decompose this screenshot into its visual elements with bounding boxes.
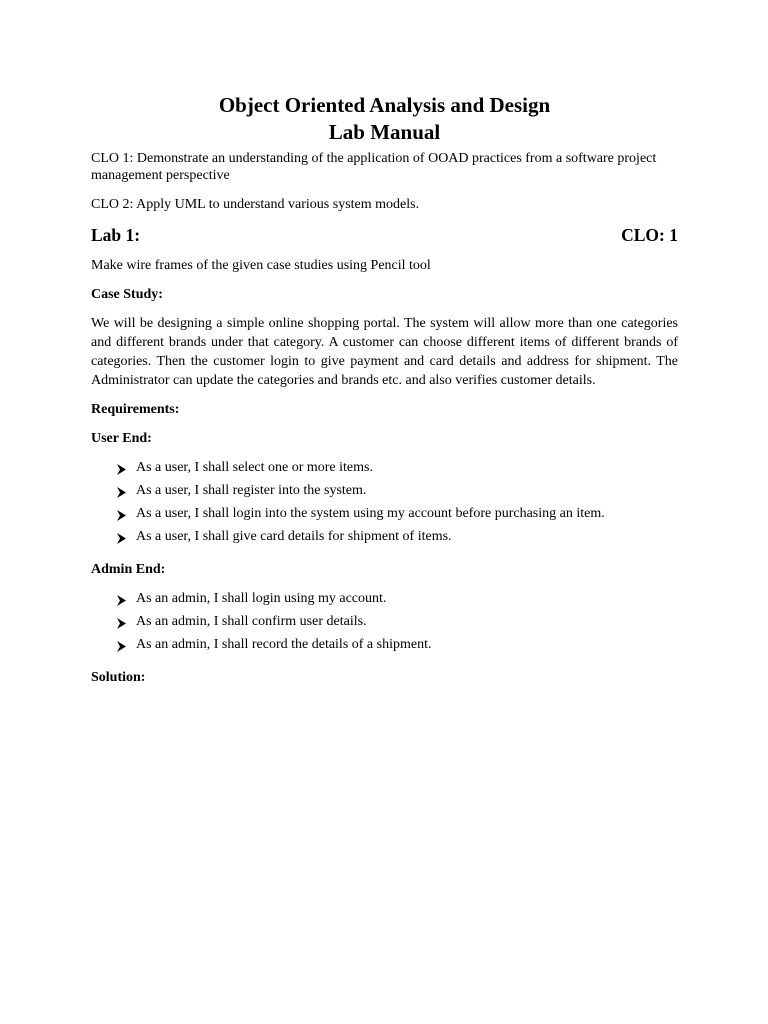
arrow-bullet-icon [116,458,136,481]
clo-label: CLO: 1 [621,225,678,245]
solution-heading: Solution: [91,670,146,685]
document-title [91,92,678,146]
list-item [116,635,678,658]
list-item [116,589,678,612]
clo-1-text: CLO 1: Demonstrate an understanding of the application of OOAD practices from a software project management perspective [91,151,657,183]
user-end-heading: User End: [91,431,152,446]
user-end-list [91,458,678,550]
admin-end-list [91,589,678,658]
admin-end-item-text: As an admin, I shall confirm user details. [136,614,367,629]
case-study-text: We will be designing a simple online shopping portal. The system will allow more than one categories and different brands under that category. A customer can choose different items of different brands of categories. Then the customer login to give payment and card details and address for shipment. The Administrator can update the categories and brands etc. and also verifies customer details. [91,316,678,388]
requirements-heading: Requirements: [91,402,180,417]
title-line-2: Lab Manual [328,120,441,144]
user-end-item-text: As a user, I shall select one or more items. [136,460,373,475]
lab-header-row [91,224,678,246]
admin-end-item-text: As an admin, I shall login using my account. [136,591,387,606]
case-study-heading: Case Study: [91,287,163,302]
user-end-item-text: As a user, I shall register into the system. [136,483,367,498]
list-item [116,504,678,527]
arrow-bullet-icon [116,504,136,527]
title-line-1: Object Oriented Analysis and Design [218,93,551,117]
list-item [116,612,678,635]
lab-label: Lab 1: [91,225,141,245]
arrow-bullet-icon [116,612,136,635]
clo-2-text: CLO 2: Apply UML to understand various system models. [91,197,420,212]
arrow-bullet-icon [116,527,136,550]
user-end-item-text: As a user, I shall give card details for shipment of items. [136,529,452,544]
list-item [116,527,678,550]
admin-end-heading: Admin End: [91,562,166,577]
arrow-bullet-icon [116,589,136,612]
user-end-item-text: As a user, I shall login into the system using my account before purchasing an item. [136,506,605,521]
list-item [116,458,678,481]
list-item [116,481,678,504]
admin-end-item-text: As an admin, I shall record the details of a shipment. [136,637,432,652]
arrow-bullet-icon [116,481,136,504]
lab-instruction: Make wire frames of the given case studies using Pencil tool [91,258,431,273]
arrow-bullet-icon [116,635,136,658]
